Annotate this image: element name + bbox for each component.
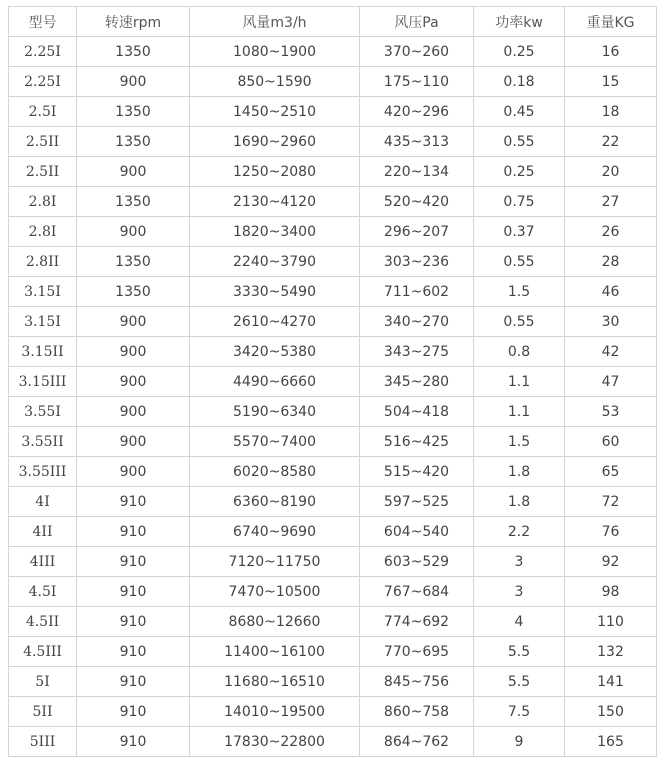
cell-weight: 22 xyxy=(565,127,657,157)
table-row xyxy=(9,727,657,757)
cell-airflow: 17830~22800 xyxy=(190,727,360,757)
cell-weight: 27 xyxy=(565,187,657,217)
cell-speed: 1350 xyxy=(77,127,190,157)
table-row xyxy=(9,427,657,457)
cell-pressure: 864~762 xyxy=(360,727,474,757)
cell-airflow: 1820~3400 xyxy=(190,217,360,247)
header-weight: 重量KG xyxy=(565,7,657,37)
cell-pressure: 370~260 xyxy=(360,37,474,67)
cell-airflow: 11680~16510 xyxy=(190,667,360,697)
header-pressure: 风压Pa xyxy=(360,7,474,37)
cell-model: 5II xyxy=(9,697,77,727)
cell-model: 2.8I xyxy=(9,217,77,247)
table-row xyxy=(9,247,657,277)
table-row xyxy=(9,487,657,517)
cell-power: 0.55 xyxy=(474,307,565,337)
cell-pressure: 774~692 xyxy=(360,607,474,637)
cell-weight: 60 xyxy=(565,427,657,457)
cell-speed: 900 xyxy=(77,307,190,337)
cell-pressure: 845~756 xyxy=(360,667,474,697)
cell-weight: 16 xyxy=(565,37,657,67)
cell-power: 5.5 xyxy=(474,667,565,697)
cell-weight: 26 xyxy=(565,217,657,247)
cell-pressure: 420~296 xyxy=(360,97,474,127)
cell-model: 3.15I xyxy=(9,307,77,337)
cell-airflow: 7470~10500 xyxy=(190,577,360,607)
cell-pressure: 343~275 xyxy=(360,337,474,367)
cell-model: 2.25I xyxy=(9,67,77,97)
cell-power: 9 xyxy=(474,727,565,757)
cell-speed: 910 xyxy=(77,547,190,577)
cell-pressure: 767~684 xyxy=(360,577,474,607)
cell-model: 3.15II xyxy=(9,337,77,367)
cell-pressure: 340~270 xyxy=(360,307,474,337)
cell-power: 1.5 xyxy=(474,277,565,307)
cell-pressure: 597~525 xyxy=(360,487,474,517)
cell-weight: 110 xyxy=(565,607,657,637)
cell-weight: 30 xyxy=(565,307,657,337)
cell-weight: 98 xyxy=(565,577,657,607)
table-row xyxy=(9,217,657,247)
cell-airflow: 850~1590 xyxy=(190,67,360,97)
cell-airflow: 6020~8580 xyxy=(190,457,360,487)
cell-model: 4I xyxy=(9,487,77,517)
cell-weight: 65 xyxy=(565,457,657,487)
cell-pressure: 435~313 xyxy=(360,127,474,157)
table-row xyxy=(9,277,657,307)
cell-weight: 46 xyxy=(565,277,657,307)
cell-speed: 900 xyxy=(77,457,190,487)
cell-model: 5I xyxy=(9,667,77,697)
cell-power: 1.8 xyxy=(474,457,565,487)
cell-model: 2.25I xyxy=(9,37,77,67)
cell-speed: 1350 xyxy=(77,97,190,127)
cell-speed: 910 xyxy=(77,607,190,637)
cell-model: 5III xyxy=(9,727,77,757)
cell-airflow: 2130~4120 xyxy=(190,187,360,217)
cell-pressure: 860~758 xyxy=(360,697,474,727)
cell-power: 3 xyxy=(474,547,565,577)
cell-weight: 20 xyxy=(565,157,657,187)
cell-pressure: 516~425 xyxy=(360,427,474,457)
cell-airflow: 6360~8190 xyxy=(190,487,360,517)
cell-speed: 1350 xyxy=(77,247,190,277)
cell-airflow: 14010~19500 xyxy=(190,697,360,727)
cell-airflow: 5190~6340 xyxy=(190,397,360,427)
table-row xyxy=(9,547,657,577)
cell-airflow: 1080~1900 xyxy=(190,37,360,67)
table-row xyxy=(9,67,657,97)
table-row xyxy=(9,457,657,487)
cell-power: 0.25 xyxy=(474,37,565,67)
cell-pressure: 603~529 xyxy=(360,547,474,577)
cell-speed: 910 xyxy=(77,487,190,517)
table-row xyxy=(9,697,657,727)
cell-model: 4III xyxy=(9,547,77,577)
cell-speed: 900 xyxy=(77,157,190,187)
cell-model: 3.15I xyxy=(9,277,77,307)
cell-power: 1.1 xyxy=(474,367,565,397)
table-row xyxy=(9,637,657,667)
cell-speed: 910 xyxy=(77,667,190,697)
cell-weight: 53 xyxy=(565,397,657,427)
cell-power: 0.8 xyxy=(474,337,565,367)
cell-speed: 900 xyxy=(77,397,190,427)
table-row xyxy=(9,607,657,637)
cell-weight: 92 xyxy=(565,547,657,577)
cell-model: 3.15III xyxy=(9,367,77,397)
cell-airflow: 6740~9690 xyxy=(190,517,360,547)
table-row xyxy=(9,517,657,547)
cell-pressure: 345~280 xyxy=(360,367,474,397)
cell-power: 0.55 xyxy=(474,127,565,157)
cell-power: 0.37 xyxy=(474,217,565,247)
cell-power: 0.55 xyxy=(474,247,565,277)
fan-spec-table xyxy=(8,6,657,757)
cell-pressure: 515~420 xyxy=(360,457,474,487)
cell-airflow: 3330~5490 xyxy=(190,277,360,307)
cell-weight: 28 xyxy=(565,247,657,277)
cell-power: 5.5 xyxy=(474,637,565,667)
cell-model: 3.55III xyxy=(9,457,77,487)
cell-weight: 141 xyxy=(565,667,657,697)
table-row xyxy=(9,577,657,607)
table-row xyxy=(9,157,657,187)
cell-weight: 165 xyxy=(565,727,657,757)
table-row xyxy=(9,397,657,427)
cell-model: 2.5II xyxy=(9,157,77,187)
cell-weight: 47 xyxy=(565,367,657,397)
header-row xyxy=(9,7,657,37)
cell-speed: 910 xyxy=(77,577,190,607)
cell-weight: 72 xyxy=(565,487,657,517)
cell-pressure: 220~134 xyxy=(360,157,474,187)
cell-weight: 15 xyxy=(565,67,657,97)
table-row xyxy=(9,127,657,157)
cell-speed: 900 xyxy=(77,217,190,247)
cell-model: 2.5I xyxy=(9,97,77,127)
cell-pressure: 175~110 xyxy=(360,67,474,97)
cell-airflow: 2610~4270 xyxy=(190,307,360,337)
cell-speed: 1350 xyxy=(77,277,190,307)
cell-airflow: 11400~16100 xyxy=(190,637,360,667)
cell-model: 4.5II xyxy=(9,607,77,637)
cell-weight: 76 xyxy=(565,517,657,547)
cell-power: 1.5 xyxy=(474,427,565,457)
table-body xyxy=(9,37,657,757)
table-header xyxy=(9,7,657,37)
cell-weight: 42 xyxy=(565,337,657,367)
cell-airflow: 8680~12660 xyxy=(190,607,360,637)
cell-speed: 910 xyxy=(77,727,190,757)
cell-speed: 910 xyxy=(77,637,190,667)
cell-power: 3 xyxy=(474,577,565,607)
table-row xyxy=(9,97,657,127)
cell-model: 2.8II xyxy=(9,247,77,277)
cell-weight: 150 xyxy=(565,697,657,727)
cell-power: 1.1 xyxy=(474,397,565,427)
cell-pressure: 303~236 xyxy=(360,247,474,277)
cell-power: 0.18 xyxy=(474,67,565,97)
cell-speed: 900 xyxy=(77,337,190,367)
cell-airflow: 1690~2960 xyxy=(190,127,360,157)
cell-power: 4 xyxy=(474,607,565,637)
header-airflow: 风量m3/h xyxy=(190,7,360,37)
cell-pressure: 520~420 xyxy=(360,187,474,217)
cell-power: 0.75 xyxy=(474,187,565,217)
cell-pressure: 770~695 xyxy=(360,637,474,667)
table-row xyxy=(9,37,657,67)
cell-weight: 18 xyxy=(565,97,657,127)
cell-model: 3.55I xyxy=(9,397,77,427)
cell-pressure: 296~207 xyxy=(360,217,474,247)
table-row xyxy=(9,667,657,697)
cell-power: 2.2 xyxy=(474,517,565,547)
cell-model: 3.55II xyxy=(9,427,77,457)
cell-model: 4II xyxy=(9,517,77,547)
cell-weight: 132 xyxy=(565,637,657,667)
cell-speed: 1350 xyxy=(77,187,190,217)
table-row xyxy=(9,307,657,337)
cell-power: 7.5 xyxy=(474,697,565,727)
cell-model: 2.5II xyxy=(9,127,77,157)
cell-model: 4.5III xyxy=(9,637,77,667)
header-model: 型号 xyxy=(9,7,77,37)
cell-pressure: 604~540 xyxy=(360,517,474,547)
cell-speed: 900 xyxy=(77,367,190,397)
cell-power: 1.8 xyxy=(474,487,565,517)
cell-speed: 1350 xyxy=(77,37,190,67)
cell-airflow: 7120~11750 xyxy=(190,547,360,577)
cell-airflow: 3420~5380 xyxy=(190,337,360,367)
cell-airflow: 5570~7400 xyxy=(190,427,360,457)
header-speed: 转速rpm xyxy=(77,7,190,37)
cell-model: 2.8I xyxy=(9,187,77,217)
table-row xyxy=(9,187,657,217)
cell-speed: 900 xyxy=(77,427,190,457)
cell-airflow: 1450~2510 xyxy=(190,97,360,127)
table-row xyxy=(9,337,657,367)
cell-pressure: 711~602 xyxy=(360,277,474,307)
cell-power: 0.45 xyxy=(474,97,565,127)
cell-airflow: 1250~2080 xyxy=(190,157,360,187)
table-row xyxy=(9,367,657,397)
cell-speed: 910 xyxy=(77,697,190,727)
cell-speed: 910 xyxy=(77,517,190,547)
cell-pressure: 504~418 xyxy=(360,397,474,427)
header-power: 功率kw xyxy=(474,7,565,37)
cell-power: 0.25 xyxy=(474,157,565,187)
cell-speed: 900 xyxy=(77,67,190,97)
cell-model: 4.5I xyxy=(9,577,77,607)
cell-airflow: 4490~6660 xyxy=(190,367,360,397)
cell-airflow: 2240~3790 xyxy=(190,247,360,277)
